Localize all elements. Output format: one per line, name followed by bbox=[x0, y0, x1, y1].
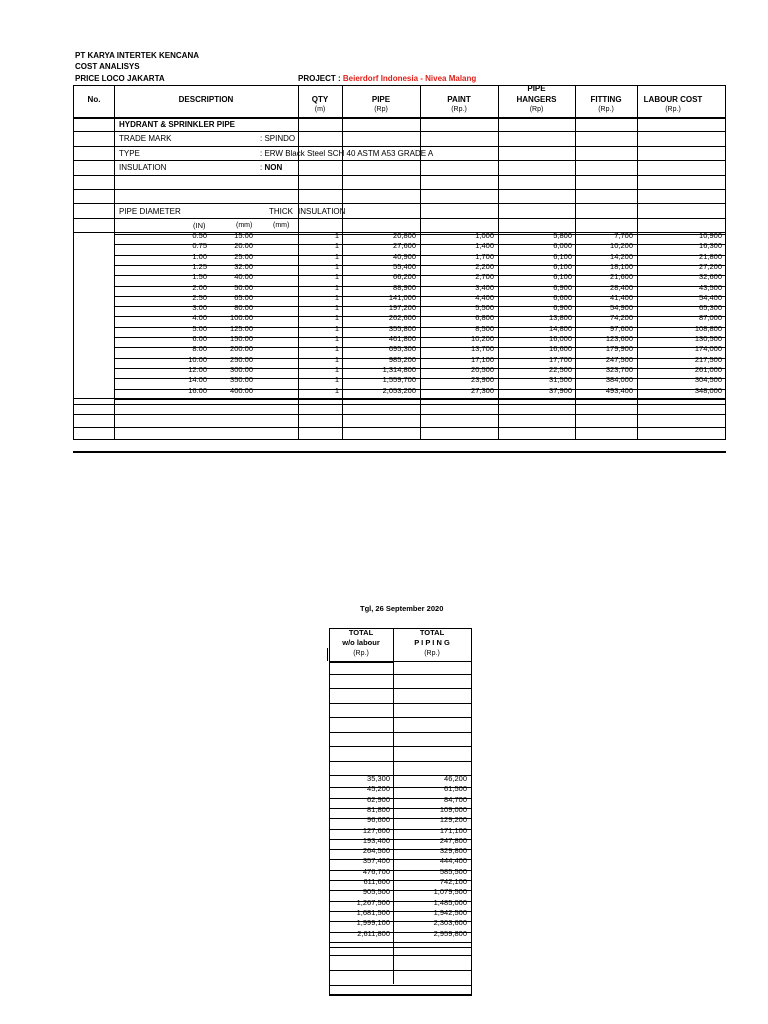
cell-paint: 13,700 bbox=[471, 344, 494, 354]
cell-total-piping: 585,500 bbox=[439, 866, 467, 876]
type-label: TYPE bbox=[119, 149, 140, 158]
cell-qty: 1 bbox=[334, 323, 339, 333]
cell-qty: 1 bbox=[334, 231, 339, 240]
grid-line bbox=[73, 175, 726, 176]
insulation-value-line bbox=[260, 163, 282, 173]
cell-total-piping: 1,079,500 bbox=[433, 887, 467, 897]
cell-fitting: 10,200 bbox=[610, 241, 633, 251]
cell-total-piping: 444,400 bbox=[439, 856, 467, 866]
cell-paint: 2,200 bbox=[475, 261, 494, 271]
cell-total-piping: 1,485,000 bbox=[433, 897, 467, 907]
cell-diameter-in: 1.50 bbox=[192, 272, 207, 282]
cell-diameter-mm: 200.00 bbox=[230, 344, 253, 354]
cell-pipe: 1,314,800 bbox=[382, 364, 416, 374]
cell-hangers: 6,900 bbox=[553, 303, 572, 313]
cell-qty: 1 bbox=[334, 261, 339, 271]
totals-grid-line bbox=[329, 985, 471, 986]
cell-total-piping: 61,500 bbox=[444, 784, 467, 794]
cell-labour: 261,000 bbox=[694, 364, 722, 374]
cell-diameter-in: 4.00 bbox=[192, 313, 207, 323]
spec-title: HYDRANT & SPRINKLER PIPE bbox=[119, 120, 236, 129]
cell-total-wo-labour: 81,800 bbox=[367, 804, 390, 814]
cell-hangers: 14,800 bbox=[549, 323, 572, 333]
insulation-sep: : bbox=[260, 163, 265, 172]
cell-fitting: 247,500 bbox=[605, 354, 633, 364]
cell-diameter-mm: 32.00 bbox=[234, 261, 253, 271]
cell-paint: 8,500 bbox=[475, 323, 494, 333]
cell-total-piping: 247,800 bbox=[439, 835, 467, 845]
grid-line bbox=[114, 399, 726, 400]
cell-pipe: 141,000 bbox=[388, 292, 416, 302]
cell-fitting: 7,700 bbox=[614, 231, 633, 240]
grid-line bbox=[637, 85, 638, 440]
grid-line bbox=[73, 427, 726, 428]
col-paint-unit: (Rp.) bbox=[451, 106, 467, 113]
col-hangers-line1: PIPE bbox=[527, 84, 546, 93]
cell-diameter-in: 2.00 bbox=[192, 282, 207, 292]
cell-labour: 87,000 bbox=[699, 313, 722, 323]
cell-paint: 5,500 bbox=[475, 303, 494, 313]
cell-total-wo-labour: 45,200 bbox=[367, 784, 390, 794]
grid-line bbox=[498, 85, 499, 440]
cell-diameter-mm: 25.00 bbox=[234, 251, 253, 261]
cell-fitting: 74,200 bbox=[610, 313, 633, 323]
grid-line bbox=[298, 85, 299, 440]
cell-labour: 16,300 bbox=[699, 241, 722, 251]
cell-paint: 23,900 bbox=[471, 375, 494, 385]
col-pipe: PIPE bbox=[371, 95, 391, 104]
project-label: PROJECT : bbox=[298, 74, 343, 83]
totals-grid-line bbox=[327, 648, 328, 661]
diameter-in-label: (IN) bbox=[193, 221, 206, 230]
cell-diameter-in: 6.00 bbox=[192, 334, 207, 343]
grid-line bbox=[73, 404, 726, 405]
total-wo-labour-header bbox=[329, 628, 393, 647]
cell-diameter-in: 0.75 bbox=[192, 241, 207, 251]
totals-grid-line bbox=[329, 674, 471, 675]
cell-total-piping: 2,959,800 bbox=[433, 928, 467, 938]
cell-hangers: 31,500 bbox=[549, 375, 572, 385]
table-bottom-rule bbox=[73, 451, 726, 453]
cell-pipe: 27,600 bbox=[393, 241, 416, 251]
cell-fitting: 41,400 bbox=[610, 292, 633, 302]
insulation-label: INSULATION bbox=[119, 163, 167, 172]
cell-diameter-in: 1.25 bbox=[192, 261, 207, 271]
cell-total-wo-labour: 264,500 bbox=[362, 846, 390, 856]
cell-labour: 54,400 bbox=[699, 292, 722, 302]
cell-total-wo-labour: 62,900 bbox=[367, 794, 390, 804]
cell-hangers: 6,100 bbox=[553, 272, 572, 282]
grid-line bbox=[420, 85, 421, 440]
cell-qty: 1 bbox=[334, 251, 339, 261]
grid-line bbox=[342, 85, 343, 440]
cell-total-wo-labour: 96,600 bbox=[367, 815, 390, 825]
cell-hangers: 6,100 bbox=[553, 251, 572, 261]
diameter-mm-label: (mm) bbox=[236, 222, 253, 229]
col-hangers-line2: HANGERS bbox=[516, 95, 557, 104]
trade-mark-label: TRADE MARK bbox=[119, 134, 172, 143]
totals-grid-line bbox=[329, 717, 471, 718]
cell-qty: 1 bbox=[334, 241, 339, 251]
cell-total-wo-labour: 905,500 bbox=[362, 887, 390, 897]
total-piping-header bbox=[393, 628, 471, 647]
grid-line bbox=[73, 189, 726, 190]
totals-grid-line bbox=[329, 761, 471, 762]
project-line bbox=[298, 74, 476, 83]
trade-mark-value: : SPINDO bbox=[260, 134, 296, 143]
col-fitting-unit: (Rp.) bbox=[598, 106, 614, 113]
cell-qty: 1 bbox=[334, 272, 339, 282]
cell-paint: 1,400 bbox=[475, 241, 494, 251]
totals-grid-line bbox=[329, 628, 330, 996]
col-paint: PAINT bbox=[447, 95, 471, 104]
cell-total-piping: 329,800 bbox=[439, 846, 467, 856]
cell-pipe: 66,200 bbox=[393, 272, 416, 282]
cell-total-wo-labour: 1,681,500 bbox=[356, 907, 390, 917]
cell-diameter-mm: 350.00 bbox=[230, 375, 253, 385]
cell-paint: 6,800 bbox=[475, 313, 494, 323]
totals-grid-line bbox=[329, 732, 471, 733]
cell-diameter-in: 12.00 bbox=[188, 364, 207, 374]
cell-hangers: 16,000 bbox=[549, 334, 572, 343]
totals-grid-line bbox=[329, 947, 471, 948]
cell-pipe: 695,300 bbox=[388, 344, 416, 354]
cell-labour: 174,000 bbox=[694, 344, 722, 354]
col-fitting: FITTING bbox=[590, 95, 622, 104]
cell-pipe: 355,800 bbox=[388, 323, 416, 333]
cell-total-piping: 84,700 bbox=[444, 794, 467, 804]
totals-grid-line bbox=[329, 688, 471, 689]
cell-labour: 217,500 bbox=[694, 354, 722, 364]
cell-total-piping: 2,303,600 bbox=[433, 918, 467, 928]
cell-paint: 3,400 bbox=[475, 282, 494, 292]
col-qty: QTY bbox=[311, 95, 329, 104]
cell-pipe: 40,900 bbox=[393, 251, 416, 261]
cell-hangers: 6,000 bbox=[553, 241, 572, 251]
cell-diameter-mm: 80.00 bbox=[234, 303, 253, 313]
total-piping-unit: (Rp.) bbox=[424, 650, 440, 657]
cell-diameter-mm: 125.00 bbox=[230, 323, 253, 333]
thick-label: THICK bbox=[269, 207, 293, 216]
cell-qty: 1 bbox=[334, 344, 339, 354]
cell-qty: 1 bbox=[334, 292, 339, 302]
cell-diameter-in: 0.50 bbox=[192, 231, 207, 240]
col-description: DESCRIPTION bbox=[178, 95, 234, 104]
totals-grid-line bbox=[329, 955, 471, 956]
cell-fitting: 14,200 bbox=[610, 251, 633, 261]
cell-fitting: 179,900 bbox=[605, 344, 633, 354]
col-no: No. bbox=[87, 95, 101, 104]
cell-hangers: 6,600 bbox=[553, 292, 572, 302]
grid-line bbox=[73, 146, 726, 147]
cell-diameter-in: 1.00 bbox=[192, 251, 207, 261]
cell-qty: 1 bbox=[334, 313, 339, 323]
cell-labour: 130,500 bbox=[694, 334, 722, 343]
totals-grid-line bbox=[329, 746, 471, 747]
cell-hangers: 16,600 bbox=[549, 344, 572, 354]
cell-hangers: 13,800 bbox=[549, 313, 572, 323]
grid-line bbox=[73, 117, 726, 119]
total-piping-line2: P I P I N G bbox=[414, 637, 450, 647]
total-piping-line1: TOTAL bbox=[419, 628, 445, 637]
cell-labour: 43,500 bbox=[699, 282, 722, 292]
cell-total-piping: 109,000 bbox=[439, 804, 467, 814]
cell-fitting: 123,600 bbox=[605, 334, 633, 343]
cell-diameter-in: 10.00 bbox=[188, 354, 207, 364]
cell-labour: 21,800 bbox=[699, 251, 722, 261]
cell-labour: 304,500 bbox=[694, 375, 722, 385]
cell-diameter-mm: 300.00 bbox=[230, 364, 253, 374]
cell-paint: 20,500 bbox=[471, 364, 494, 374]
cell-fitting: 384,000 bbox=[605, 375, 633, 385]
cell-pipe: 461,800 bbox=[388, 334, 416, 343]
cell-paint: 1,700 bbox=[475, 251, 494, 261]
totals-grid-line bbox=[393, 628, 394, 984]
cell-total-wo-labour: 357,400 bbox=[362, 856, 390, 866]
cell-qty: 1 bbox=[334, 375, 339, 385]
cell-total-wo-labour: 35,300 bbox=[367, 774, 390, 783]
cell-hangers: 6,100 bbox=[553, 261, 572, 271]
totals-grid-line bbox=[329, 942, 471, 943]
cell-total-wo-labour: 1,267,500 bbox=[356, 897, 390, 907]
cell-labour: 10,900 bbox=[699, 231, 722, 240]
totals-grid-line bbox=[329, 628, 471, 629]
total-wo-unit: (Rp.) bbox=[353, 650, 369, 657]
cell-labour: 348,000 bbox=[694, 385, 722, 395]
cell-total-wo-labour: 611,600 bbox=[363, 877, 390, 886]
cell-labour: 27,200 bbox=[699, 261, 722, 271]
grid-line bbox=[575, 85, 576, 440]
cell-paint: 2,700 bbox=[475, 272, 494, 282]
cell-diameter-in: 5.00 bbox=[192, 323, 207, 333]
cell-diameter-mm: 100.00 bbox=[230, 313, 253, 323]
grid-line bbox=[73, 131, 726, 132]
totals-grid-line bbox=[329, 703, 471, 704]
cell-diameter-in: 2.50 bbox=[192, 292, 207, 302]
cell-pipe: 262,600 bbox=[388, 313, 416, 323]
thick-mm-label: (mm) bbox=[273, 222, 290, 229]
col-hangers-unit: (Rp) bbox=[529, 106, 544, 113]
cell-diameter-in: 8.00 bbox=[192, 344, 207, 354]
cell-paint: 4,400 bbox=[475, 292, 494, 302]
company-name: PT KARYA INTERTEK KENCANA bbox=[75, 51, 200, 60]
cell-total-piping: 129,200 bbox=[439, 815, 467, 825]
cell-paint: 27,300 bbox=[471, 385, 494, 395]
grid-line bbox=[73, 203, 726, 204]
type-value: : ERW Black Steel SCH 40 ASTM A53 GRADE A bbox=[260, 149, 434, 158]
col-labour-unit: (Rp.) bbox=[665, 106, 681, 113]
cell-pipe: 2,053,200 bbox=[382, 385, 416, 395]
totals-grid-line bbox=[329, 994, 471, 996]
col-pipe-unit: (Rp) bbox=[374, 106, 388, 113]
cell-qty: 1 bbox=[334, 354, 339, 364]
cell-diameter-mm: 40.00 bbox=[234, 272, 253, 282]
grid-line bbox=[114, 85, 115, 440]
pipe-diameter-label: PIPE DIAMETER bbox=[119, 207, 181, 216]
cell-diameter-mm: 400.00 bbox=[230, 385, 253, 395]
cell-diameter-mm: 20.00 bbox=[234, 241, 253, 251]
cell-hangers: 6,900 bbox=[553, 282, 572, 292]
cell-diameter-in: 3.00 bbox=[192, 303, 207, 313]
cell-total-piping: 171,100 bbox=[439, 825, 467, 835]
cell-hangers: 17,700 bbox=[549, 354, 572, 364]
cell-qty: 1 bbox=[334, 303, 339, 313]
cell-diameter-mm: 150.00 bbox=[230, 334, 253, 343]
cell-diameter-mm: 15.00 bbox=[234, 231, 253, 240]
cell-diameter-mm: 65.00 bbox=[234, 292, 253, 302]
col-qty-unit: (m) bbox=[314, 106, 326, 113]
grid-line bbox=[73, 398, 726, 399]
cell-paint: 1,000 bbox=[475, 231, 494, 240]
cell-fitting: 28,400 bbox=[610, 282, 633, 292]
cell-pipe: 20,800 bbox=[393, 231, 416, 240]
cell-qty: 1 bbox=[334, 334, 339, 343]
cell-pipe: 55,400 bbox=[393, 261, 416, 271]
cell-qty: 1 bbox=[334, 364, 339, 374]
cell-total-wo-labour: 1,999,100 bbox=[356, 918, 390, 928]
cell-total-wo-labour: 2,611,800 bbox=[357, 928, 390, 938]
grid-line bbox=[73, 414, 726, 415]
grid-line bbox=[73, 160, 726, 161]
cell-fitting: 97,600 bbox=[610, 323, 633, 333]
document-type: COST ANALISYS bbox=[75, 62, 140, 71]
price-basis: PRICE LOCO JAKARTA bbox=[75, 74, 165, 83]
cell-fitting: 493,400 bbox=[605, 385, 633, 395]
cell-fitting: 18,100 bbox=[610, 261, 633, 271]
cell-labour: 65,300 bbox=[699, 303, 722, 313]
cell-hangers: 37,900 bbox=[549, 385, 572, 395]
col-labour: LABOUR COST bbox=[643, 95, 703, 104]
cell-pipe: 197,200 bbox=[388, 303, 416, 313]
cell-hangers: 22,500 bbox=[549, 364, 572, 374]
cell-fitting: 323,700 bbox=[605, 364, 633, 374]
date-label: Tgl, 26 September 2020 bbox=[360, 604, 444, 613]
cell-pipe: 1,559,700 bbox=[382, 375, 416, 385]
cell-diameter-mm: 250.00 bbox=[230, 354, 253, 364]
totals-grid-line bbox=[329, 970, 471, 971]
cell-diameter-in: 16.00 bbox=[188, 385, 207, 395]
cell-total-piping: 742,100 bbox=[439, 877, 467, 886]
cell-total-wo-labour: 127,600 bbox=[362, 825, 390, 835]
cell-labour: 32,600 bbox=[699, 272, 722, 282]
cell-total-piping: 46,200 bbox=[444, 774, 467, 783]
cell-total-wo-labour: 476,700 bbox=[362, 866, 390, 876]
cell-fitting: 54,900 bbox=[610, 303, 633, 313]
cell-total-piping: 1,942,500 bbox=[433, 907, 467, 917]
cell-total-wo-labour: 193,400 bbox=[362, 835, 390, 845]
insulation-col-label: INSULATION bbox=[298, 207, 346, 216]
totals-grid-line bbox=[329, 661, 471, 662]
cell-paint: 17,100 bbox=[471, 354, 494, 364]
cell-paint: 10,200 bbox=[471, 334, 494, 343]
cell-qty: 1 bbox=[334, 385, 339, 395]
insulation-value: NON bbox=[264, 163, 283, 172]
total-wo-line2: w/o labour bbox=[342, 637, 380, 647]
cell-hangers: 5,800 bbox=[553, 231, 572, 240]
cell-pipe: 985,200 bbox=[388, 354, 416, 364]
cell-pipe: 88,900 bbox=[393, 282, 416, 292]
grid-line bbox=[73, 218, 726, 219]
cell-diameter-mm: 50.00 bbox=[234, 282, 253, 292]
total-wo-line1: TOTAL bbox=[348, 628, 374, 637]
totals-grid-line bbox=[471, 628, 472, 996]
project-name: Beierdorf Indonesia - Nivea Malang bbox=[342, 74, 477, 83]
cell-fitting: 21,600 bbox=[610, 272, 633, 282]
cell-qty: 1 bbox=[334, 282, 339, 292]
cell-labour: 108,800 bbox=[694, 323, 722, 333]
cell-diameter-in: 14.00 bbox=[188, 375, 207, 385]
